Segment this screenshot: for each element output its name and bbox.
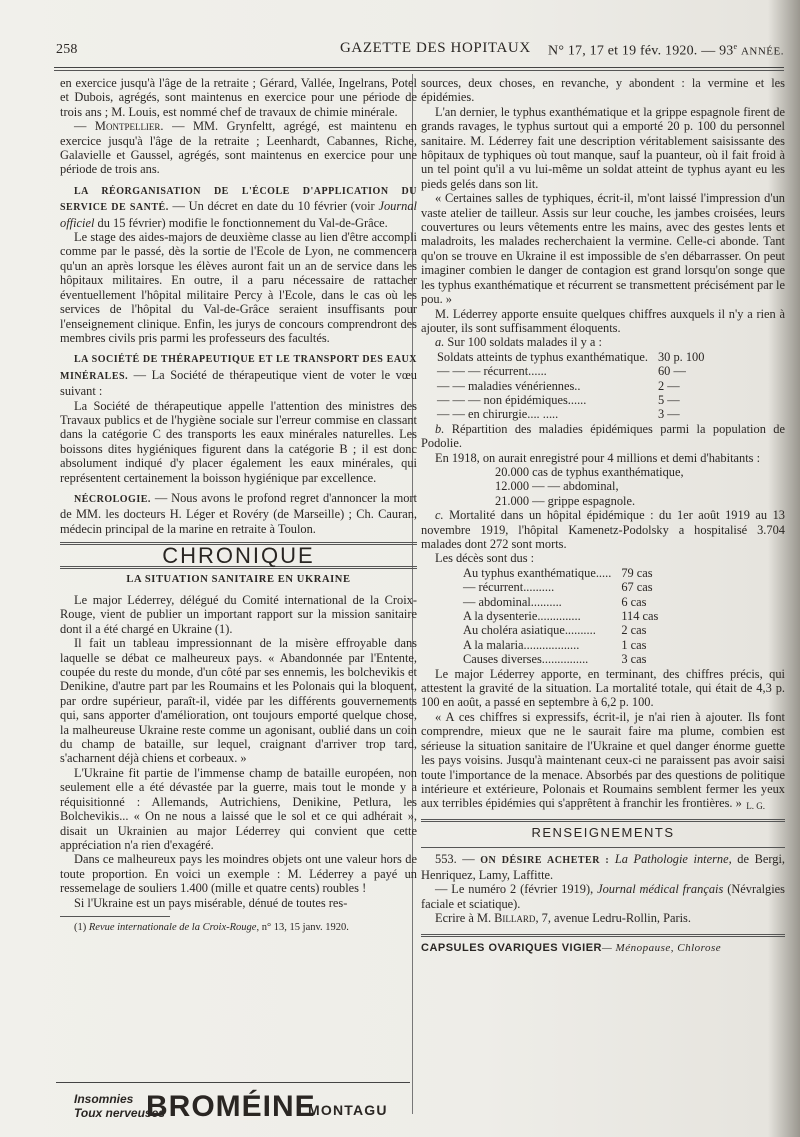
section-rule [421,847,785,848]
header-rule [54,67,784,71]
row-value: 79 cas [621,565,653,580]
paragraph: Le major Léderrey apporte, en terminant, des chiffres précis, qui attestent la gravité de la situation. La mortalité totale, qui était de 4,3 p. 100 en août, a passé en septembre à 6,2 p. 100. [421,666,785,710]
row-label: — — — récurrent...... [437,364,547,379]
row-value: 2 cas [621,623,647,638]
paragraph: Il fait un tableau impressionnant de la misère effroyable dans laquelle se débat ce malheureux pays. « Abandonnée par l'Entente, coupée du reste du monde, d'un côté par ses ennemis, les bolchevikis et Denikine, d'autre part par les Roumains et les Polonais qui la bloquent, par ordre supérieur, paraît-il, vidée par les différents gouvernements qui, sans apporter d'amélioration, ont toujours emporté quelque chose, la malheureuse Ukraine reste comme un agonisant, oublié dans un coin du champ de bataille, sur lequel, craignant d'arriver trop tard, s'acharnent déjà chiens et corbeaux. » [60,636,417,766]
stats-table-soldiers [435,350,706,422]
row-value: 67 cas [621,580,653,595]
paragraph: sources, deux choses, en revanche, y abondent : la vermine et les épidémies. [421,76,785,105]
advertisement-bromeine [56,1088,412,1128]
footnote-rule [60,916,170,917]
ad-rule [56,1082,410,1083]
row-label: A la malaria.................. [463,637,580,652]
row-value: 6 cas [621,594,647,609]
row-value: 2 — [657,378,680,393]
news-item-reorganisation: LA RÉORGANISATION DE L'ÉCOLE D'APPLICATION DU SERVICE DE SANTÉ. — Un décret en date du 10 février (voir Journal officiel du 15 février) modifie le fonctionnement du Val-de-Grâce. [60,185,417,230]
table-row [461,580,660,594]
table-row [435,393,706,407]
right-column [421,76,785,955]
list-item: 20.000 cas de typhus exanthématique, [495,464,684,479]
classified-item: Ecrire à M. Billard, 7, avenue Ledru-Rollin, Paris. [435,911,691,926]
paragraph: — Montpellier. — MM. Grynfeltt, agrégé, est maintenu en exercice jusqu'à l'âge de la retraite ; Leenhardt, Cabannes, Riche, Galavielle et Gaussel, agrégés, sont maintenus en exercice pour une période de trois ans. [60,119,417,177]
issue-info: N° 17, 17 et 19 fév. 1920. — 93e ANNÉE. [548,42,784,59]
table-row [461,638,660,652]
paragraph: Le major Léderrey, délégué du Comité international de la Croix-Rouge, vient de publier un important rapport sur la mission sanitaire dont il a été chargé en Ukraine (1). [60,593,417,636]
paragraph: Les décès sont dus : [435,551,535,566]
row-label: — — maladies vénériennes.. [437,378,581,393]
page-number: 258 [56,42,78,57]
table-row [435,379,706,393]
list-heading: c. Mortalité dans un hôpital épidémique : du 1er août 1919 au 13 novembre 1919, l'hôpital Kamenetz-Podolsky a hospitalisé 3.704 malades dont 272 sont morts. [421,508,785,551]
advertisement-capsules: CAPSULES OVARIQUES VIGIER— Ménopause, Chlorose [421,941,722,954]
paragraph: Si l'Ukraine est un pays misérable, dénué de toutes res- [74,895,348,910]
table-row [461,609,660,623]
row-value: 5 — [657,392,680,407]
list-item: 21.000 — grippe espagnole. [495,493,636,508]
paragraph: « Certaines salles de typhiques, écrit-il, m'ont laissé l'impression d'un vaste atelier de tailleur. Assis sur leur couche, les jambes croisées, leurs couvertures ou leurs vêtements entre les mains, avec des gestes lents et maladroits, les malades recherchaient la vermine. Celle-ci abonde. Tant qu'on se trouve en Ukraine il est impossible de s'en débarrasser. On peut imaginer combien le danger de contagion est grand lorsqu'on songe que les typhus exanthématique et récurrent se transmettent précisément par le pou. » [421,191,785,307]
ad-brand: BROMÉINE [146,1090,316,1123]
row-label: — — en chirurgie.... ..... [437,407,559,422]
page-header [56,40,790,62]
table-row [461,652,660,666]
stats-list-podolie [495,465,785,508]
row-value: 1 cas [621,637,647,652]
row-label: Causes diverses............... [463,652,589,667]
ad-tagline: Insomnies Toux nerveuses [74,1092,165,1120]
left-column [60,76,417,934]
row-label: — — — non épidémiques...... [437,392,587,407]
row-value: 114 cas [621,609,659,624]
table-row [461,595,660,609]
list-heading: b. Répartition des maladies épidémiques parmi la population de Podolie. [421,421,785,451]
row-label: Soldats atteints de typhus exanthématique. [437,349,648,364]
paragraph: Dans ce malheureux pays les moindres objets ont une valeur hors de toute proportion. En voici un exemple : M. Léderrey a payé un ressemelage de souliers 1.400 (mille et quatre cents) roubles ! [60,852,417,896]
row-label: Au choléra asiatique.......... [463,623,596,638]
list-heading: a. Sur 100 soldats malades il y a : [435,335,602,350]
paragraph: L'Ukraine fit partie de l'immense champ de bataille européen, non seulement elle a été dévastée par la guerre, mais tout le monde y a réquisitionné : Allemands, Autrichiens, Denikine, Petlura, les Bolchevikis... « On ne nous a laissé que le sol et ce qui adhérait », disait un Ukrainien au major Léderrey qui convient que cette appréciation n'a rien d'exagéré. [60,765,417,852]
row-label: Au typhus exanthématique..... [463,565,612,580]
paragraph: Le stage des aides-majors de deuxième classe au lien d'être accompli comme par le passé, dès la sortie de l'Ecole de Lyon, ne commencera qu'un an après lorsque les élèves auront fait un an de service dans les hôpitaux militaires. En outre, il a paru nécessaire de rattacher éventuellement l'hôpital militaire Percy à l'Ecole, dans le cas où les services de l'hôpital du Val-de-Grâce seraient insuffisants pour l'enseignement clinique. Enfin, les jurys de concours comprendront des membres civils pris parmi les professeurs des facultés. [60,230,417,345]
news-item-therapeutique: LA SOCIÉTÉ DE THÉRAPEUTIQUE ET LE TRANSPORT DES EAUX MINÉRALES. — La Société de thérapeutique vient de voter le vœu suivant : [60,354,417,399]
list-item: 12.000 — — abdominal, [495,479,619,494]
journal-title: GAZETTE DES HOPITAUX [340,40,531,56]
table-row [461,566,660,580]
row-value: 3 cas [621,652,647,667]
table-row [435,350,706,364]
paragraph: En 1918, on aurait enregistré pour 4 millions et demi d'habitants : [435,450,761,465]
paragraph: La Société de thérapeutique appelle l'attention des ministres des Travaux publics et de l'hygiène sociale sur l'erreur commise en classant dans la catégorie C des transports les eaux minérales naturelles. Les boissons dites hygiéniques figurent dans la catégorie B ; il est donc absolument indiqué d'y placer également les eaux minérales, qui représentent certainement la boisson hygiénique par excellence. [60,398,417,485]
table-row [461,623,660,637]
row-label: — abdominal.......... [463,594,562,609]
ad-maker: MONTAGU [308,1102,388,1118]
table-row [435,364,706,378]
stats-table-deaths [461,566,660,667]
section-title: CHRONIQUE [162,543,315,569]
classified-item: — Le numéro 2 (février 1919), Journal médical français (Névralgies faciale et sciatique). [421,882,785,911]
table-row [435,407,706,421]
paragraph: en exercice jusqu'à l'âge de la retraite ; Gérard, Vallée, Ingelrans, Potel et Dubois, agrégés, sont maintenus en exercice pour une période de trois ans ; M. Louis, est nommé chef de travaux de chimie minérale. [60,76,417,119]
footnote: (1) Revue internationale de la Croix-Rouge, n° 13, 15 janv. 1920. [74,921,349,933]
row-value: 3 — [657,407,680,422]
paragraph: « A ces chiffres si expressifs, écrit-il, je n'ai rien à ajouter. Ils font comprendre, mieux que ne le saurait faire ma plume, combien est sérieuse la situation sanitaire de l'Ukraine et quel danger énorme guette les pays voisins. Jusqu'à maintenant ceux-ci ne paraissent pas avoir saisi toute l'importance de la menace. Absorbés par des questions de politique intérieure et extérieure, Polonais et Roumains semblent fermer les yeux aux terribles épidémies qui s'apprêtent à franchir les frontières. » [421,709,785,811]
row-label: A la dysenterie.............. [463,609,581,624]
news-item-necrologie: NÉCROLOGIE. — Nous avons le profond regret d'annoncer la mort de MM. les docteurs H. Léger et Rovéry (de Marseille) ; Ch. Cauran, médecin principal de la marine en retraite à Toulon. [60,490,417,536]
classified-item: 553. — ON DÉSIRE ACHETER : La Pathologie interne, de Bergi, Henriquez, Lamy, Laffitte. [421,851,785,882]
paragraph: L'an dernier, le typhus exanthématique et la grippe espagnole firent de grands ravages, le typhus surtout qui a emporté 20 p. 100 du personnel sanitaire. M. Léderrey fait une description véritablement saisissante des hôpitaux de typhiques où tout manque, sauf la puanteur, où il fait froid à un tel point qu'il a vu lui-même un soldat atteint de typhus ayant eu les pieds gelés dans son lit. [421,104,785,191]
paragraph: M. Léderrey apporte ensuite quelques chiffres auxquels il n'y a rien à ajouter, ils sont suffisamment éloquents. [421,306,785,335]
row-value: 30 p. 100 [657,349,705,364]
article-title: LA SITUATION SANITAIRE EN UKRAINE [126,573,351,585]
row-label: — récurrent.......... [463,580,555,595]
section-rule [421,934,785,937]
row-value: 60 — [657,364,686,379]
section-title: RENSEIGNEMENTS [531,825,675,841]
section-rule [421,819,785,822]
signature: L. G. [746,800,765,811]
